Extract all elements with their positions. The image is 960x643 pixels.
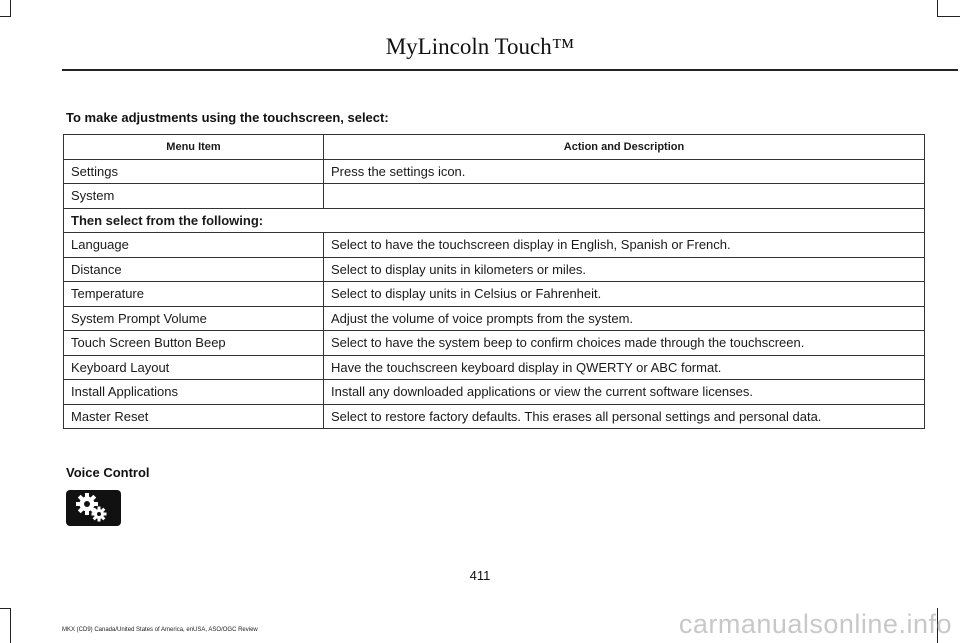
menu-item-cell: System (64, 184, 324, 209)
footer-document-id: MKX (CD9) Canada/United States of America, enUSA, ASO/OGC Review (62, 627, 258, 633)
description-cell: Select to display units in Celsius or Fahrenheit. (324, 282, 925, 307)
table-row (64, 355, 925, 380)
column-header-action: Action and Description (324, 135, 925, 160)
table-row (64, 331, 925, 356)
table-row (64, 404, 925, 429)
menu-item-cell: Keyboard Layout (64, 355, 324, 380)
description-cell: Press the settings icon. (324, 159, 925, 184)
menu-item-cell: Master Reset (64, 404, 324, 429)
table-row (64, 257, 925, 282)
menu-item-cell: Temperature (64, 282, 324, 307)
crop-mark (0, 16, 11, 17)
menu-item-cell: Touch Screen Button Beep (64, 331, 324, 356)
menu-item-cell: Distance (64, 257, 324, 282)
description-cell: Adjust the volume of voice prompts from the system. (324, 306, 925, 331)
table-row (64, 233, 925, 258)
table-header-row (64, 135, 925, 160)
watermark: carmanualsonline.info (678, 609, 952, 639)
page-number: 411 (469, 568, 491, 583)
description-cell: Install any downloaded applications or view the current software licenses. (324, 380, 925, 405)
table-subheading: Then select from the following: (64, 208, 925, 233)
crop-mark (10, 0, 11, 16)
menu-item-cell: Settings (64, 159, 324, 184)
table-row (64, 282, 925, 307)
crop-mark (937, 0, 938, 16)
description-cell: Select to have the touchscreen display in English, Spanish or French. (324, 233, 925, 258)
table-row (64, 184, 925, 209)
description-cell: Select to restore factory defaults. This erases all personal settings and personal data. (324, 404, 925, 429)
table-subheading-row (64, 208, 925, 233)
gears-graphic (66, 490, 121, 526)
crop-mark (10, 608, 11, 643)
menu-item-cell: System Prompt Volume (64, 306, 324, 331)
menu-item-cell: Language (64, 233, 324, 258)
description-cell: Select to have the system beep to confirm choices made through the touchscreen. (324, 331, 925, 356)
menu-item-cell: Install Applications (64, 380, 324, 405)
description-cell: Select to display units in kilometers or miles. (324, 257, 925, 282)
page-title: MyLincoln Touch™ (385, 34, 575, 59)
description-cell: Have the touchscreen keyboard display in QWERTY or ABC format. (324, 355, 925, 380)
description-cell (324, 184, 925, 209)
table-row (64, 380, 925, 405)
table-row (64, 306, 925, 331)
header-divider (62, 69, 958, 71)
settings-table (63, 134, 925, 429)
column-header-menu-item: Menu Item (64, 135, 324, 160)
crop-mark (937, 16, 960, 17)
settings-gears-icon (66, 490, 121, 526)
intro-text: To make adjustments using the touchscreen, select: (66, 110, 389, 125)
crop-mark (0, 608, 11, 609)
table-row (64, 159, 925, 184)
section-heading-voice-control: Voice Control (66, 465, 150, 480)
